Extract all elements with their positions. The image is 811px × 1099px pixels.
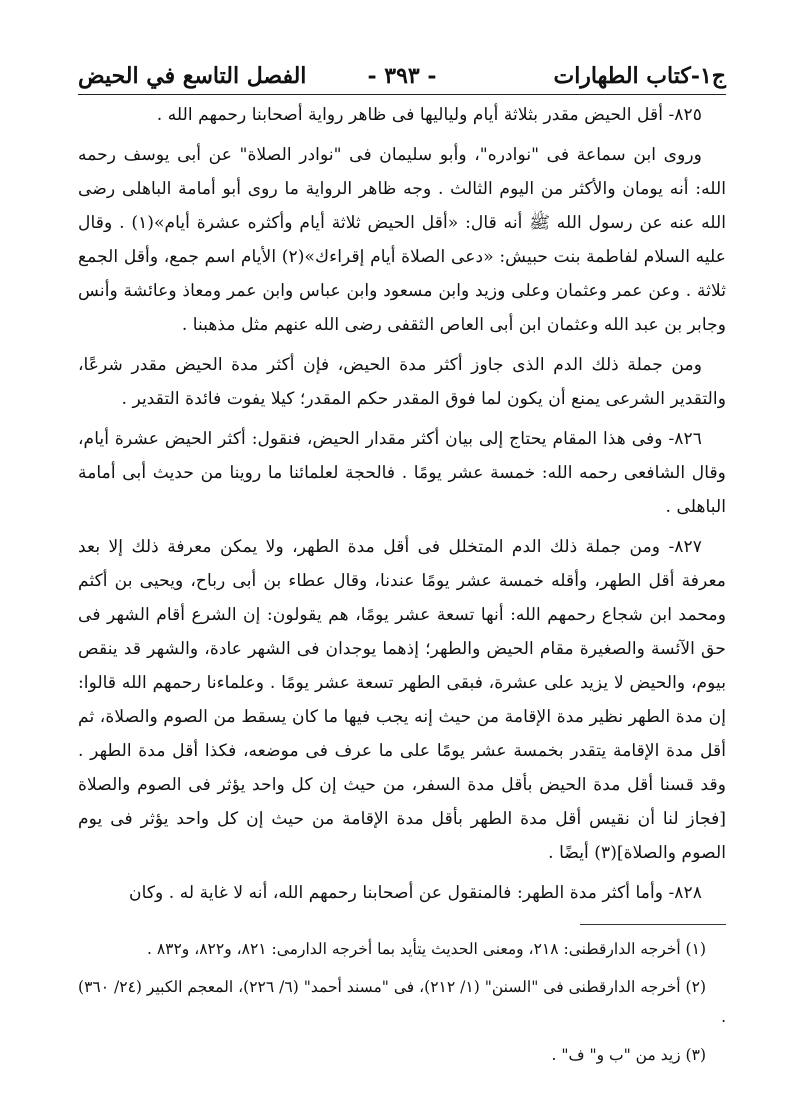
paragraph-825: ٨٢٥- أقل الحيض مقدر بثلاثة أيام ولياليها فى ظاهر رواية أصحابنا رحمهم الله .	[156, 105, 702, 125]
footnote-separator	[580, 924, 726, 925]
footnote-2: (٢) أخرجه الدارقطنى فى "السنن" (١/ ٢١٢)، فى "مسند أحمد" (٦/ ٢٢٦)، المعجم الكبير (٢٤/ ٣٦٠) .	[78, 978, 726, 1026]
footnote-3: (٣) زيد من "ب و" ف" .	[551, 1046, 706, 1064]
header-chapter-title: الفصل التاسع في الحيض	[78, 63, 307, 89]
paragraph-828: ٨٢٨- وأما أكثر مدة الطهر: فالمنقول عن أصحابنا رحمهم الله، أنه لا غاية له . وكان	[128, 883, 702, 903]
paragraph-825-continued: وروى ابن سماعة فى "نوادره"، وأبو سليمان فى "نوادر الصلاة" عن أبى يوسف رحمه الله: أنه يومان والأكثر من اليوم الثالث . وجه ظاهر الرواية ما روى أبو أمامة الباهلى رضى الله عنه عن رسول الله ﷺ أنه قال: «أقل الحيض ثلاثة أيام وأكثره عشرة أيام»(١) . وقال عليه السلام لفاطمة بنت حبيش: «دعى الصلاة أيام إقراءك»(٢) الأيام اسم جمع، وأقل الجمع ثلاثة . وعن عمر وعثمان وعلى وزيد وابن مسعود وابن عباس وابن عمر ومعاذ وعائشة وأنس وجابر بن عبد الله وعثمان ابن أبى العاص الثقفى رضى الله عنهم مثل مذهبنا .	[78, 145, 726, 335]
header-book-title: ج١-كتاب الطهارات	[553, 63, 726, 89]
paragraph-827: ٨٢٧- ومن جملة ذلك الدم المتخلل فى أقل مدة الطهر، ولا يمكن معرفة ذلك إلا بعد معرفة أقل الطهر، وأقله خمسة عشر يومًا عندنا، وقال عطاء بن أبى رباح، ويحيى بن أكثم ومحمد ابن شجاع رحمهم الله: أنها تسعة عشر يومًا، هم يقولون: إن الشرع أقام الشهر فى حق الآئسة والصغيرة مقام الحيض والطهر؛ إذهما يوجدان فى الشهر عادة، والشهر قد ينقص بيوم، والحيض لا يزيد على عشرة، فبقى الطهر تسعة عشر يومًا . وعلماءنا رحمهم الله قالوا: إن مدة الطهر نظير مدة الإقامة من حيث إنه يجب فيها ما كان يسقط من الصوم والصلاة، ثم أقل مدة الإقامة يتقدر بخمسة عشر يومًا على ما عرف فى موضعه، فكذا أقل مدة الطهر . وقد قسنا أقل مدة الحيض بأقل مدة السفر، من حيث إن كل واحد يؤثر فى الصوم والصلاة [فجاز لنا أن نقيس أقل مدة الطهر بأقل مدة الإقامة من حيث إن كل واحد يؤثر فى يوم الصوم والصلاة](٣) أيضًا .	[78, 537, 726, 863]
page-number: - ٣٩٣ -	[367, 63, 437, 89]
paragraph-826: ٨٢٦- وفى هذا المقام يحتاج إلى بيان أكثر مقدار الحيض، فنقول: أكثر الحيض عشرة أيام، وقال الشافعى رحمه الله: خمسة عشر يومًا . فالحجة لعلمائنا ما روينا من حديث أبى أمامة الباهلى .	[78, 429, 726, 517]
running-header	[78, 58, 726, 95]
paragraph-max-duration: ومن جملة ذلك الدم الذى جاوز أكثر مدة الحيض، فإن أكثر مدة الحيض مقدر شرعًا، والتقدير الشرعى يمنع أن يكون لما فوق المقدر حكم المقدر؛ كيلا يفوت فائدة التقدير .	[78, 355, 726, 409]
main-text	[78, 98, 726, 916]
footnotes	[78, 934, 726, 1078]
footnote-1: (١) أخرجه الدارقطنى: ٢١٨، ومعنى الحديث يتأيد بما أخرجه الدارمى: ٨٢١، و٨٢٢، و٨٣٢ .	[146, 940, 706, 958]
